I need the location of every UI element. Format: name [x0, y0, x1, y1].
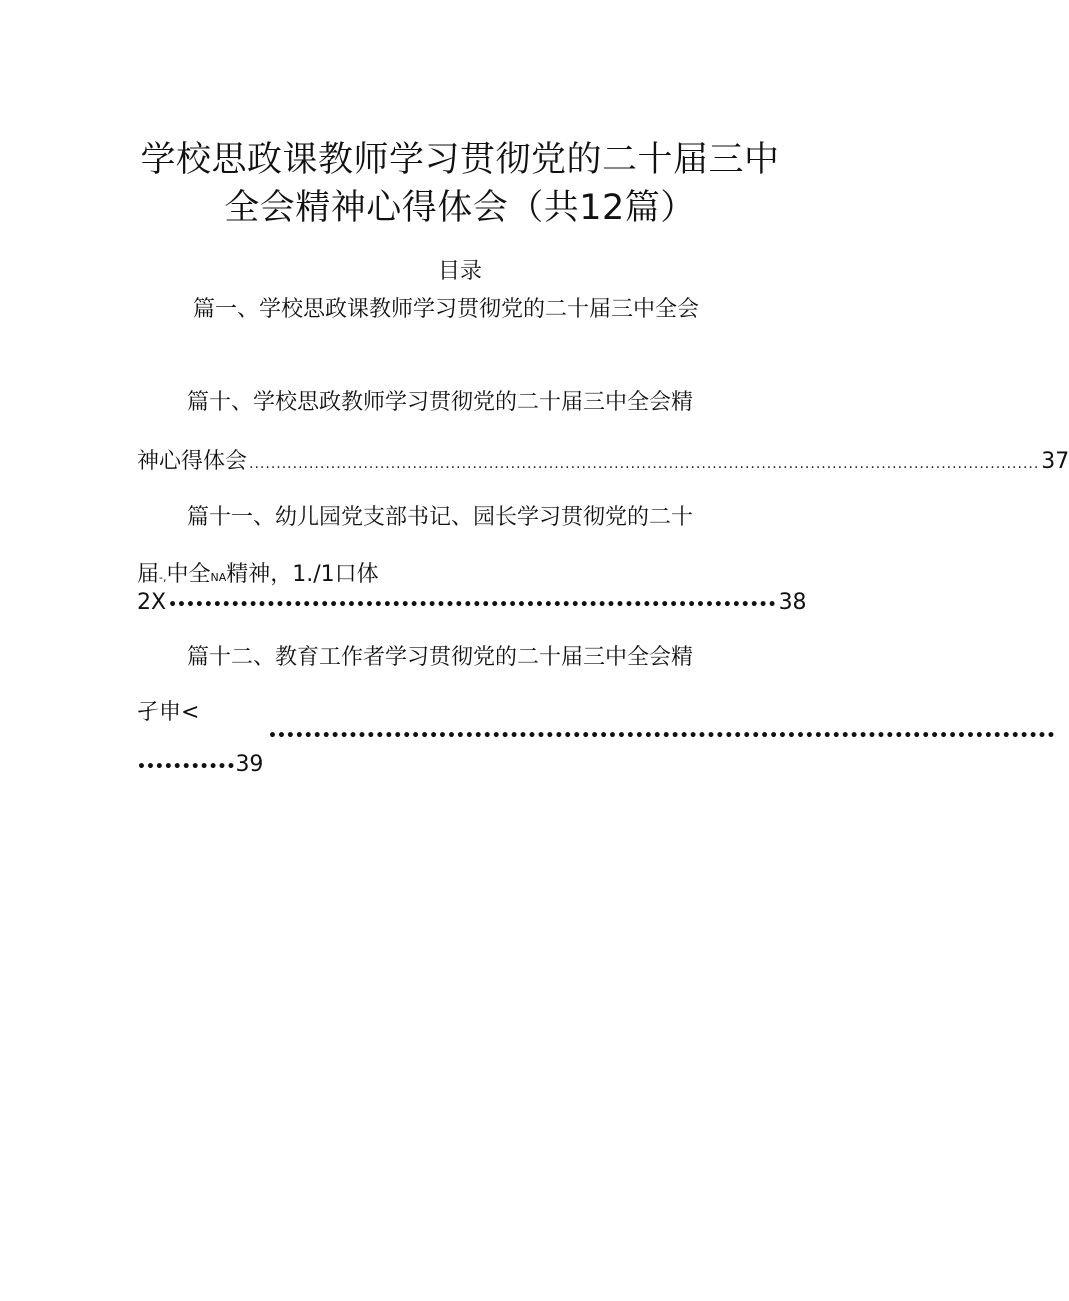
toc-entry-11-line-2[interactable]	[137, 557, 379, 588]
toc-entry-10-text: 神心得体会	[137, 449, 248, 474]
toc-entry-11-text-a: 届	[137, 562, 160, 587]
dot-leader: .................................................................................................................................................	[249, 456, 1040, 472]
dot-leader: ••••••••••••••••••••••••••••••••••••••••••••••••••••••••••••••••••••	[168, 597, 777, 613]
toc-entry-1[interactable]: 篇一、学校思政课教师学习贯彻党的二十届三中全会	[193, 297, 700, 322]
toc-entry-11-text-e: 精神，1./1口体	[226, 562, 379, 587]
dot-leader: •••••••••••	[137, 759, 236, 775]
document-title-line-2: 全会精神心得体会（共12篇）	[224, 188, 696, 228]
page-number: 39	[235, 752, 264, 777]
toc-entry-11-text-f: 2X	[137, 590, 167, 615]
toc-entry-11-text-d: NA	[210, 571, 227, 584]
toc-heading: 目录	[437, 259, 482, 284]
toc-entry-12-line-2[interactable]: 孑申<	[137, 700, 200, 725]
page-number: 38	[778, 590, 807, 615]
toc-entry-11-text-b: -,	[159, 571, 167, 584]
toc-entry-12-line-4[interactable]	[137, 752, 263, 777]
toc-entry-11-line-3[interactable]	[137, 590, 807, 615]
toc-entry-12-line-1[interactable]: 篇十二、教育工作者学习贯彻党的二十届三中全会精	[187, 645, 694, 670]
toc-entry-10-line-2[interactable]	[137, 444, 1069, 475]
document-title-line-1: 学校思政课教师学习贯彻党的二十届三中	[140, 140, 780, 180]
dot-leader: ••••••••••••••••••••••••••••••••••••••••••••••••••••••••••••••••••••••••••••••••••••••••	[268, 728, 1056, 744]
toc-entry-11-text-c: 中全	[166, 562, 211, 587]
toc-entry-10-line-1[interactable]: 篇十、学校思政教师学习贯彻党的二十届三中全会精	[187, 390, 694, 415]
toc-entry-11-line-1[interactable]: 篇十一、幼儿园党支部书记、园长学习贯彻党的二十	[187, 505, 694, 530]
page-number: 37	[1041, 449, 1069, 474]
